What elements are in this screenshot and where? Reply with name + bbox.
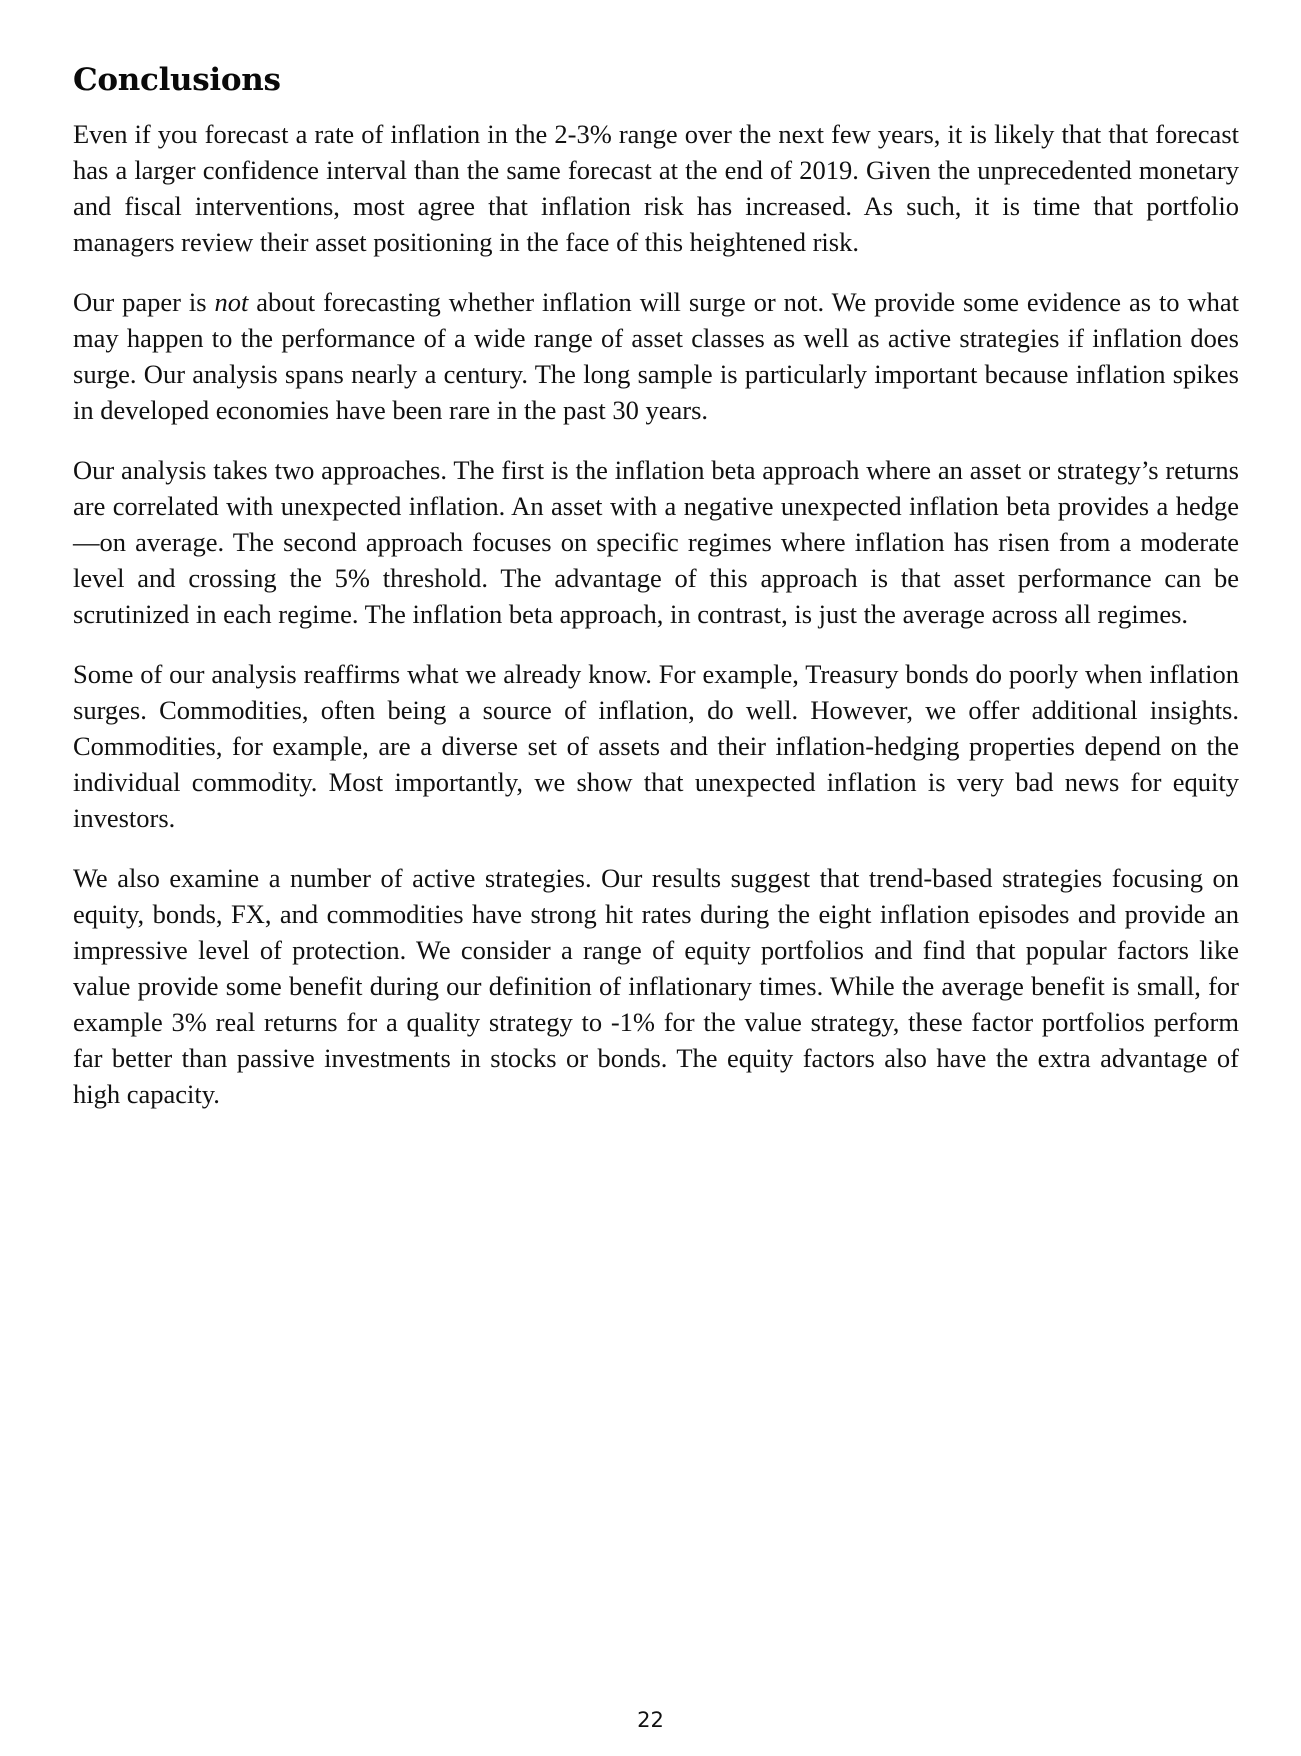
- document-page: [73, 58, 1239, 1136]
- paragraph-1: Even if you forecast a rate of inflation in the 2-3% range over the next few years, it is likely that that forecast has a larger confidence interval than the same forecast at the end of 2019. Given the unprecedented monetary and fiscal interventions, most agree that inflation risk has increased. As such, it is time that portfolio managers review their asset positioning in the face of this heightened risk.: [73, 119, 1239, 257]
- paragraph-2-rest: about forecasting whether inflation will surge or not. We provide some evidence as to what may happen to the performance of a wide range of asset classes as well as active strategies if inflation does surge. Our analysis spans nearly a century. The long sample is particularly important because inflation spikes in developed economies have been rare in the past 30 years.: [73, 287, 1239, 425]
- page-number: 22: [637, 1708, 664, 1732]
- section-heading: Conclusions: [73, 62, 281, 98]
- paragraph-4: Some of our analysis reaffirms what we already know. For example, Treasury bonds do poorly when inflation surges. Commodities, often being a source of inflation, do well. However, we offer additional insights. Commodities, for example, are a diverse set of assets and their inflation-hedging properties depend on the individual commodity. Most importantly, we show that unexpected inflation is very bad news for equity investors.: [73, 659, 1239, 833]
- paragraph-5: We also examine a number of active strategies. Our results suggest that trend-based strategies focusing on equity, bonds, FX, and commodities have strong hit rates during the eight inflation episodes and provide an impressive level of protection. We consider a range of equity portfolios and find that popular factors like value provide some benefit during our definition of inflationary times. While the average benefit is small, for example 3% real returns for a quality strategy to -1% for the value strategy, these factor portfolios perform far better than passive investments in stocks or bonds. The equity factors also have the extra advantage of high capacity.: [73, 863, 1239, 1109]
- paragraph-3: Our analysis takes two approaches. The first is the inflation beta approach where an asset or strategy’s returns are correlated with unexpected inflation. An asset with a negative unexpected inflation beta provides a hedge—on average. The second approach focuses on specific regimes where inflation has risen from a moderate level and crossing the 5% threshold. The advantage of this approach is that asset performance can be scrutinized in each regime. The inflation beta approach, in contrast, is just the average across all regimes.: [73, 455, 1239, 629]
- paragraph-2: [73, 284, 1239, 428]
- paragraph-2-lead: Our paper is: [73, 287, 215, 317]
- emphasis-not: not: [214, 287, 249, 317]
